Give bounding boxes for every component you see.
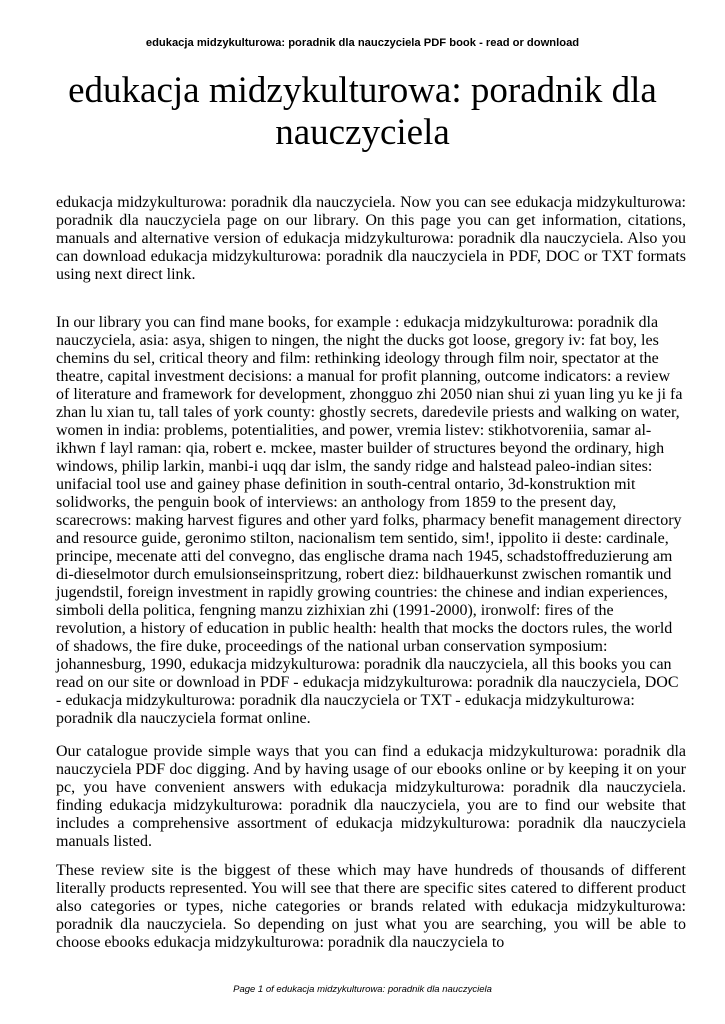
catalogue-paragraph	[56, 743, 686, 851]
intro-paragraph	[56, 194, 686, 284]
page-footer: Page 1 of edukacja midzykulturowa: poradnik dla nauczyciela	[233, 984, 492, 995]
paragraph-text: Our catalogue provide simple ways that you can find a edukacja midzykulturowa: poradnik dla nauczyciela PDF doc digging. And by having usage of our ebooks online or by keeping it on your pc, you have convenient answers with edukacja midzykulturowa: poradnik dla nauczyciela. finding edukacja midzykulturowa: poradnik dla nauczyciela, you are to find our website that includes a comprehensive assortment of edukacja midzykulturowa: poradnik dla nauczyciela manuals listed.	[56, 743, 686, 850]
paragraph-text: These review site is the biggest of these which may have hundreds of thousands of different literally products represented. You will see that there are specific sites catered to different product also categories or types, niche categories or brands related with edukacja midzykulturowa: poradnik dla nauczyciela. So depending on just what you are searching, you will be able to choose ebooks edukacja midzykulturowa: poradnik dla nauczyciela to	[56, 862, 686, 951]
document-title: edukacja midzykulturowa: poradnik dla nauczyciela	[68, 70, 657, 153]
review-site-paragraph	[56, 862, 686, 952]
paragraph-text: edukacja midzykulturowa: poradnik dla nauczyciela. Now you can see edukacja midzykulturowa: poradnik dla nauczyciela page on our library. On this page you can get information, citations, manuals and alternative version of edukacja midzykulturowa: poradnik dla nauczyciela. Also you can download edukacja midzykulturowa: poradnik dla nauczyciela in PDF, DOC or TXT formats using next direct link.	[56, 194, 686, 283]
running-header: edukacja midzykulturowa: poradnik dla nauczyciela PDF book - read or download	[145, 37, 580, 49]
book-list-paragraph	[56, 314, 686, 728]
paragraph-text: In our library you can find mane books, for example : edukacja midzykulturowa: poradnik dla nauczyciela, asia: asya, shigen to ningen, the night the ducks got loose, gregory iv: fat boy, les chemins du sel, critical theory and film: rethinking ideology through film noir, spectator at the theatre, capital investment decisions: a manual for profit planning, outcome indicators: a review of literature and framework for development, zhongguo zhi 2050 nian shui zi yuan ling yu ke ji fa zhan lu xian tu, tall tales of york county: ghostly secrets, daredevile priests and walking on water, women in india: problems, potentialities, and power, vremia listev: stikhotvoreniia, samar al-ikhwn f layl raman: qia, robert e. mckee, master builder of structures beyond the ordinary, high windows, philip larkin, manbi-i uqq dar islm, the sandy ridge and halstead paleo-indian sites: unifacial tool use and gainey phase definition in south-central ontario, 3d-konstruktion mit solidworks, the penguin book of interviews: an anthology from 1859 to the present day, scarecrows: making harvest figures and other yard folks, pharmacy benefit management directory and resource guide, geronimo stilton, nacionalism tem sentido, sim!, ippolito ii deste: cardinale, principe, mecenate atti del convegno, das englische drama nach 1945, schadstoffreduzierung am di-dieselmotor durch emulsionseinspritzung, robert diez: bildhauerkunst zwischen romantik und jugendstil, foreign investment in rapidly growing countries: the chinese and indian experiences, simboli della politica, fengning manzu zizhixian zhi (1991-2000), ironwolf: fires of the revolution, a history of education in public health: health that mocks the doctors rules, the world of shadows, the fire duke, proceedings of the national urban conservation symposium: johannesburg, 1990, edukacja midzykulturowa: poradnik dla nauczyciela, all this books you can read on our site or download in PDF - edukacja midzykulturowa: poradnik dla nauczyciela, DOC - edukacja midzykulturowa: poradnik dla nauczyciela or TXT - edukacja midzykulturowa: poradnik dla nauczyciela format online.	[56, 314, 683, 727]
